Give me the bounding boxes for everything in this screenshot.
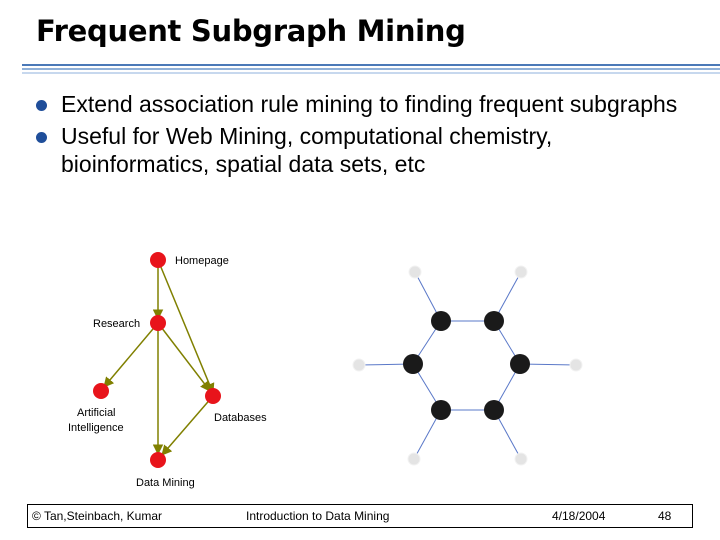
title-divider <box>22 72 720 74</box>
hydrogen-atom <box>515 266 527 278</box>
footer-page-number: 48 <box>658 509 672 523</box>
web-edge <box>104 323 158 387</box>
bullet-item <box>34 90 694 118</box>
hydrogen-atom <box>570 359 582 371</box>
web-edge <box>162 396 213 455</box>
web-edge <box>158 260 213 393</box>
web-edge <box>158 323 210 391</box>
web-node-databases <box>205 388 221 404</box>
hydrogen-atom <box>353 359 365 371</box>
slide-footer <box>27 504 693 528</box>
carbon-atom <box>431 311 451 331</box>
bullet-list <box>34 90 694 182</box>
web-label-databases: Databases <box>214 412 267 424</box>
footer-date: 4/18/2004 <box>552 509 606 523</box>
web-node-homepage <box>150 252 166 268</box>
web-label-ai: Artificial <box>77 407 116 419</box>
carbon-atom <box>484 400 504 420</box>
web-node-research <box>150 315 166 331</box>
web-label-ai: Intelligence <box>68 422 124 434</box>
slide-title: Frequent Subgraph Mining <box>36 14 466 48</box>
web-label-data-mining: Data Mining <box>136 477 195 489</box>
bullet-dot-icon <box>36 100 47 111</box>
title-divider <box>22 64 720 66</box>
carbon-atom <box>403 354 423 374</box>
title-divider <box>22 68 720 70</box>
carbon-atom <box>484 311 504 331</box>
web-node-ai <box>93 383 109 399</box>
web-label-research: Research <box>93 318 141 330</box>
carbon-atom <box>510 354 530 374</box>
hydrogen-atom <box>515 453 527 465</box>
footer-course: Introduction to Data Mining <box>246 509 390 523</box>
molecule-graph <box>353 266 582 465</box>
web-node-data-mining <box>150 452 166 468</box>
web-label-homepage: Homepage <box>175 255 229 267</box>
hydrogen-atom <box>408 453 420 465</box>
carbon-atom <box>431 400 451 420</box>
graph-figures <box>0 240 720 500</box>
bullet-dot-icon <box>36 132 47 143</box>
bullet-item <box>34 122 694 178</box>
footer-copyright: © Tan,Steinbach, Kumar <box>32 509 163 523</box>
web-graph <box>68 252 267 489</box>
bullet-text: Extend association rule mining to finding frequent subgraphs <box>61 91 678 117</box>
hydrogen-atom <box>409 266 421 278</box>
bullet-text: Useful for Web Mining, computational chemistry, bioinformatics, spatial data sets, etc <box>61 123 553 177</box>
